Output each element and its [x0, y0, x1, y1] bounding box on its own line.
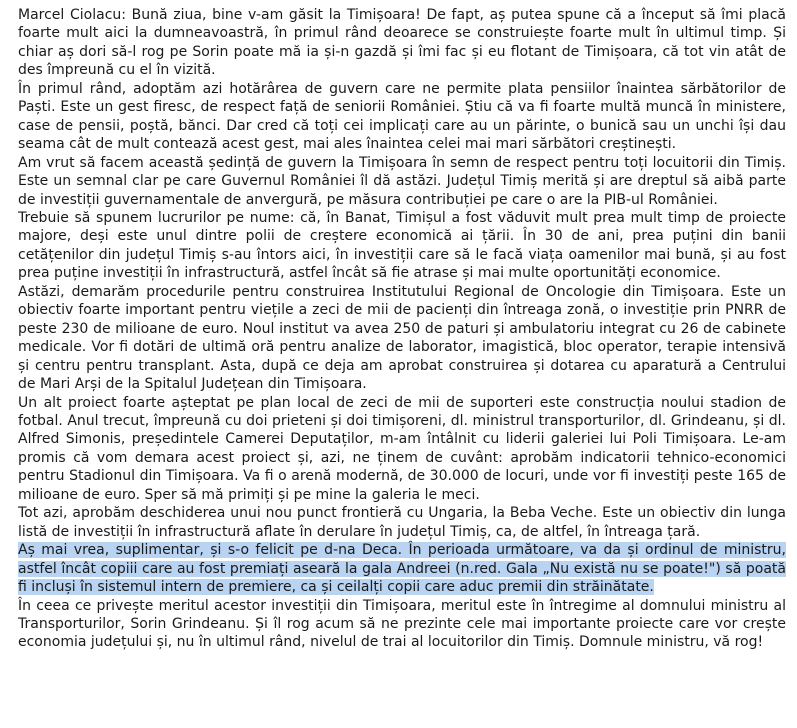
paragraph-2: În primul rând, adoptăm azi hotărârea de guvern care ne permite plata pensiilor înaintea sărbătorilor de Paști. Este un gest firesc, de respect față de seniorii României. Știu că va fi foarte multă muncă în ministere, case de pensii, poștă, bănci. Dar cred că toți cei implicați care au un părinte, o bunică sau un unchi își dau seama cât de mult contează acest gest, mai ales înaintea celei mai mari sărbători creștinești.: [18, 80, 786, 153]
paragraph-7: Tot azi, aprobăm deschiderea unui nou punct frontieră cu Ungaria, la Beba Veche. Este un obiectiv din lunga listă de investiții în infrastructură aflate în derulare în județul Timiș, ca, de altfel, în întreaga țară.: [18, 505, 786, 540]
selected-text[interactable]: Aș mai vrea, suplimentar, și s-o felicit pe d-na Deca. În perioada următoare, va da și ordinul de ministru, astfel încât copiii care au fost premiați aseară la gala Andreei (n.red. Gala „Nu există nu se poate!") să poată fi incluși în sistemul intern de premiere, ca și ceilalți copii care aduc premii din străinătate.: [18, 542, 786, 596]
paragraph-1: Marcel Ciolacu: Bună ziua, bine v-am găsit la Timișoara! De fapt, aș putea spune că a început să îmi placă foarte mult aici la dumneavoastră, în primul rând deoarece se construiește foarte mult în ultimul timp. Și chiar aș dori să-l rog pe Sorin poate mă ia și-n gazdă și îmi fac și eu flotant de Timișoara, că tot vin atât de des împreună cu el în vizită.: [18, 7, 786, 79]
paragraph-4: Trebuie să spunem lucrurilor pe nume: că, în Banat, Timișul a fost văduvit mult prea mult timp de proiecte majore, deși este unul dintre polii de creștere economică ai țării. În 30 de ani, prea puțini din banii cetățenilor din județul Timiș s-au întors aici, în investiții care să le facă viața oamenilor mai bună, și au fost prea puține investiții în infrastructură, astfel încât să fie atrase și mai multe oportunități economice.: [18, 209, 786, 282]
paragraph-9: În ceea ce privește meritul acestor investiții din Timișoara, meritul este în întregime al domnului ministru al Transporturilor, Sorin Grindeanu. Și îl rog acum să ne prezinte cele mai importante proiecte care vor crește economia județului și, nu în ultimul rând, nivelul de trai al locuitorilor din Timiș. Domnule ministru, vă rog!: [18, 597, 786, 651]
paragraph-3: Am vrut să facem această ședință de guvern la Timișoara în semn de respect pentru toți locuitorii din Timiș. Este un semnal clar pe care Guvernul României îl dă astăzi. Județul Timiș merită și are dreptul să aibă parte de investiții guvernamentale de anvergură, pe măsura contribuției pe care o are la PIB-ul României.: [18, 154, 786, 208]
paragraph-6: Un alt proiect foarte așteptat pe plan local de zeci de mii de suporteri este construcția noului stadion de fotbal. Anul trecut, împreună cu doi prieteni și doi timișoreni, dl. ministrul transporturilor, dl. Grindeanu, și dl. Alfred Simonis, președintele Camerei Deputaților, m-am întâlnit cu liderii galeriei lui Poli Timișoara. Le-am promis că vom demara acest proiect și, azi, ne ținem de cuvânt: aprobăm indicatorii tehnico-economici pentru Stadionul din Timișoara. Va fi o arenă modernă, de 30.000 de locuri, unde vor fi investiți peste 165 de milioane de euro. Sper să mă primiți și pe mine la galeria le meci.: [18, 394, 786, 503]
highlighted-paragraph: [18, 541, 786, 596]
paragraph-5: Astăzi, demarăm procedurile pentru construirea Institutului Regional de Oncologie din Timișoara. Este un obiectiv foarte important pentru viețile a zeci de mii de pacienți din întreaga zonă, o investiție prin PNRR de peste 230 de milioane de euro. Noul institut va avea 250 de paturi și ambulatoriu integrat cu 26 de cabinete medicale. Vor fi dotări de ultimă oră pentru analize de laborator, imagistică, bloc operator, terapie intensivă și centru pentru transplant. Asta, după ce deja am aprobat construirea și dotarea cu aparatură a Centrului de Mari Arși de la Spitalul Județean din Timișoara.: [18, 283, 786, 393]
